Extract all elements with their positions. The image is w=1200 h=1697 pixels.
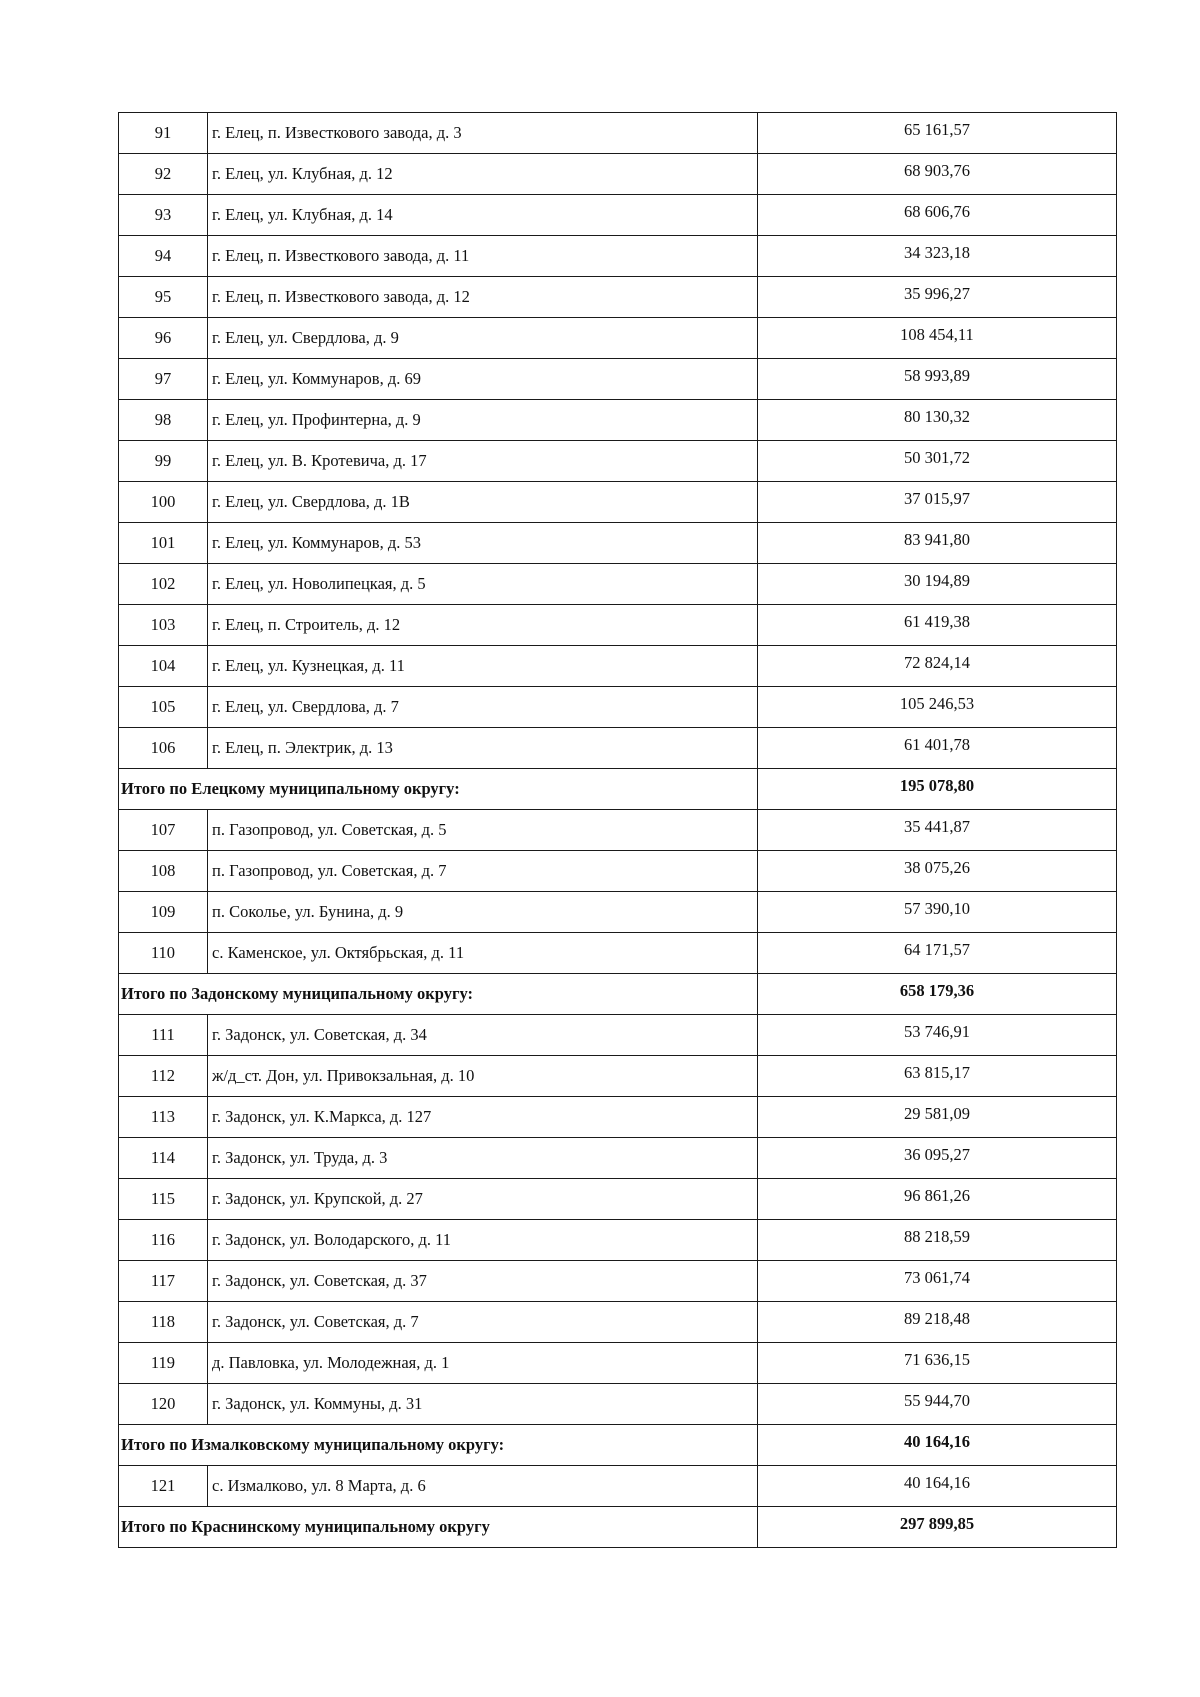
amount-value: 34 323,18 — [904, 242, 970, 262]
amount-cell — [758, 1343, 1117, 1384]
row-number: 95 — [119, 277, 208, 318]
subtotal-amount: 40 164,16 — [904, 1431, 970, 1451]
amount-cell — [758, 236, 1117, 277]
amount-cell — [758, 1261, 1117, 1302]
row-number: 106 — [119, 728, 208, 769]
subtotal-label: Итого по Елецкому муниципальному округу: — [119, 769, 758, 810]
table-row — [119, 892, 1117, 933]
table-row — [119, 400, 1117, 441]
address-cell: г. Задонск, ул. Советская, д. 37 — [208, 1261, 758, 1302]
amount-value: 96 861,26 — [904, 1185, 970, 1205]
amount-value: 108 454,11 — [900, 324, 974, 344]
amount-cell — [758, 113, 1117, 154]
subtotal-cell — [758, 769, 1117, 810]
subtotal-amount: 297 899,85 — [899, 1513, 975, 1533]
amount-value: 88 218,59 — [904, 1226, 970, 1246]
table-row — [119, 1220, 1117, 1261]
address-cell: г. Елец, ул. Коммунаров, д. 69 — [208, 359, 758, 400]
row-number: 107 — [119, 810, 208, 851]
row-number: 92 — [119, 154, 208, 195]
amount-value: 80 130,32 — [904, 406, 970, 426]
table-row — [119, 646, 1117, 687]
table-row — [119, 359, 1117, 400]
amount-value: 37 015,97 — [904, 488, 970, 508]
address-cell: г. Елец, ул. Клубная, д. 14 — [208, 195, 758, 236]
amount-value: 72 824,14 — [904, 652, 970, 672]
amount-value: 68 606,76 — [904, 201, 970, 221]
address-cell: г. Елец, ул. Свердлова, д. 7 — [208, 687, 758, 728]
table-row — [119, 195, 1117, 236]
amount-value: 53 746,91 — [904, 1021, 970, 1041]
amount-cell — [758, 277, 1117, 318]
amount-value: 57 390,10 — [904, 898, 970, 918]
table-body — [119, 113, 1117, 1548]
address-amount-table — [118, 112, 1117, 1548]
amount-value: 61 419,38 — [904, 611, 970, 631]
amount-cell — [758, 1097, 1117, 1138]
amount-cell — [758, 646, 1117, 687]
amount-value: 83 941,80 — [904, 529, 970, 549]
subtotal-row — [119, 1425, 1117, 1466]
row-number: 119 — [119, 1343, 208, 1384]
amount-value: 36 095,27 — [904, 1144, 970, 1164]
address-cell: г. Елец, ул. Коммунаров, д. 53 — [208, 523, 758, 564]
amount-value: 50 301,72 — [904, 447, 970, 467]
amount-cell — [758, 1384, 1117, 1425]
subtotal-row — [119, 769, 1117, 810]
address-cell: г. Елец, ул. Клубная, д. 12 — [208, 154, 758, 195]
table-row — [119, 277, 1117, 318]
amount-value: 64 171,57 — [904, 939, 970, 959]
table-row — [119, 318, 1117, 359]
address-cell: п. Газопровод, ул. Советская, д. 5 — [208, 810, 758, 851]
amount-value: 40 164,16 — [904, 1472, 970, 1492]
table-row — [119, 154, 1117, 195]
row-number: 98 — [119, 400, 208, 441]
table-row — [119, 1384, 1117, 1425]
address-cell: г. Задонск, ул. Советская, д. 7 — [208, 1302, 758, 1343]
amount-value: 89 218,48 — [904, 1308, 970, 1328]
row-number: 118 — [119, 1302, 208, 1343]
amount-cell — [758, 810, 1117, 851]
row-number: 111 — [119, 1015, 208, 1056]
amount-cell — [758, 523, 1117, 564]
amount-cell — [758, 1179, 1117, 1220]
table-row — [119, 1138, 1117, 1179]
amount-cell — [758, 1220, 1117, 1261]
row-number: 117 — [119, 1261, 208, 1302]
amount-cell — [758, 892, 1117, 933]
address-cell: г. Елец, ул. В. Кротевича, д. 17 — [208, 441, 758, 482]
amount-cell — [758, 400, 1117, 441]
amount-cell — [758, 1138, 1117, 1179]
address-cell: г. Елец, п. Известкового завода, д. 11 — [208, 236, 758, 277]
table-row — [119, 1302, 1117, 1343]
row-number: 94 — [119, 236, 208, 277]
amount-value: 38 075,26 — [904, 857, 970, 877]
amount-cell — [758, 154, 1117, 195]
row-number: 109 — [119, 892, 208, 933]
amount-value: 29 581,09 — [904, 1103, 970, 1123]
amount-cell — [758, 687, 1117, 728]
table-row — [119, 523, 1117, 564]
table-row — [119, 1466, 1117, 1507]
row-number: 112 — [119, 1056, 208, 1097]
row-number: 102 — [119, 564, 208, 605]
table-row — [119, 482, 1117, 523]
subtotal-cell — [758, 974, 1117, 1015]
table-row — [119, 605, 1117, 646]
row-number: 99 — [119, 441, 208, 482]
table-row — [119, 441, 1117, 482]
amount-value: 55 944,70 — [904, 1390, 970, 1410]
address-cell: п. Газопровод, ул. Советская, д. 7 — [208, 851, 758, 892]
table-row — [119, 564, 1117, 605]
subtotal-label: Итого по Задонскому муниципальному округу: — [119, 974, 758, 1015]
amount-value: 61 401,78 — [904, 734, 970, 754]
amount-value: 68 903,76 — [904, 160, 970, 180]
address-cell: г. Елец, ул. Кузнецкая, д. 11 — [208, 646, 758, 687]
amount-cell — [758, 1302, 1117, 1343]
row-number: 113 — [119, 1097, 208, 1138]
row-number: 104 — [119, 646, 208, 687]
address-cell: г. Задонск, ул. Советская, д. 34 — [208, 1015, 758, 1056]
row-number: 105 — [119, 687, 208, 728]
amount-value: 63 815,17 — [904, 1062, 970, 1082]
address-cell: ж/д_ст. Дон, ул. Привокзальная, д. 10 — [208, 1056, 758, 1097]
table-row — [119, 1056, 1117, 1097]
address-cell: г. Елец, п. Известкового завода, д. 3 — [208, 113, 758, 154]
address-cell: г. Задонск, ул. Труда, д. 3 — [208, 1138, 758, 1179]
table-row — [119, 851, 1117, 892]
address-cell: п. Сокольe, ул. Бунина, д. 9 — [208, 892, 758, 933]
amount-cell — [758, 195, 1117, 236]
amount-cell — [758, 851, 1117, 892]
row-number: 103 — [119, 605, 208, 646]
row-number: 93 — [119, 195, 208, 236]
amount-cell — [758, 1466, 1117, 1507]
row-number: 114 — [119, 1138, 208, 1179]
subtotal-cell — [758, 1425, 1117, 1466]
address-cell: г. Елец, п. Известкового завода, д. 12 — [208, 277, 758, 318]
table-row — [119, 728, 1117, 769]
row-number: 100 — [119, 482, 208, 523]
amount-cell — [758, 441, 1117, 482]
table-row — [119, 1261, 1117, 1302]
amount-value: 58 993,89 — [904, 365, 970, 385]
amount-value: 71 636,15 — [904, 1349, 970, 1369]
table-row — [119, 1343, 1117, 1384]
address-cell: г. Елец, ул. Свердлова, д. 1В — [208, 482, 758, 523]
subtotal-label: Итого по Измалковскому муниципальному округу: — [119, 1425, 758, 1466]
table-row — [119, 933, 1117, 974]
amount-value: 35 441,87 — [904, 816, 970, 836]
address-cell: с. Каменское, ул. Октябрьская, д. 11 — [208, 933, 758, 974]
address-cell: с. Измалково, ул. 8 Марта, д. 6 — [208, 1466, 758, 1507]
amount-cell — [758, 564, 1117, 605]
table-row — [119, 810, 1117, 851]
row-number: 115 — [119, 1179, 208, 1220]
row-number: 108 — [119, 851, 208, 892]
row-number: 97 — [119, 359, 208, 400]
table-row — [119, 1015, 1117, 1056]
row-number: 91 — [119, 113, 208, 154]
address-cell: г. Елец, ул. Свердлова, д. 9 — [208, 318, 758, 359]
table-row — [119, 113, 1117, 154]
subtotal-row — [119, 1507, 1117, 1548]
address-cell: г. Елец, п. Электрик, д. 13 — [208, 728, 758, 769]
subtotal-amount: 658 179,36 — [899, 980, 975, 1000]
address-cell: г. Задонск, ул. Володарского, д. 11 — [208, 1220, 758, 1261]
amount-value: 35 996,27 — [904, 283, 970, 303]
row-number: 110 — [119, 933, 208, 974]
amount-cell — [758, 318, 1117, 359]
row-number: 120 — [119, 1384, 208, 1425]
amount-value: 65 161,57 — [904, 119, 970, 139]
subtotal-label: Итого по Краснинскому муниципальному округу — [119, 1507, 758, 1548]
address-cell: г. Задонск, ул. Коммуны, д. 31 — [208, 1384, 758, 1425]
amount-value: 105 246,53 — [899, 693, 975, 713]
subtotal-cell — [758, 1507, 1117, 1548]
amount-cell — [758, 359, 1117, 400]
subtotal-amount: 195 078,80 — [899, 775, 975, 795]
row-number: 121 — [119, 1466, 208, 1507]
row-number: 96 — [119, 318, 208, 359]
address-cell: г. Елец, п. Строитель, д. 12 — [208, 605, 758, 646]
table-row — [119, 1097, 1117, 1138]
amount-cell — [758, 933, 1117, 974]
table-row — [119, 687, 1117, 728]
address-cell: д. Павловка, ул. Молодежная, д. 1 — [208, 1343, 758, 1384]
row-number: 101 — [119, 523, 208, 564]
table-row — [119, 1179, 1117, 1220]
address-cell: г. Елец, ул. Профинтерна, д. 9 — [208, 400, 758, 441]
amount-cell — [758, 605, 1117, 646]
subtotal-row — [119, 974, 1117, 1015]
address-cell: г. Задонск, ул. К.Маркса, д. 127 — [208, 1097, 758, 1138]
address-cell: г. Задонск, ул. Крупской, д. 27 — [208, 1179, 758, 1220]
amount-cell — [758, 1015, 1117, 1056]
address-cell: г. Елец, ул. Новолипецкая, д. 5 — [208, 564, 758, 605]
amount-cell — [758, 728, 1117, 769]
amount-value: 30 194,89 — [904, 570, 970, 590]
amount-cell — [758, 1056, 1117, 1097]
amount-value: 73 061,74 — [904, 1267, 970, 1287]
row-number: 116 — [119, 1220, 208, 1261]
table-row — [119, 236, 1117, 277]
amount-cell — [758, 482, 1117, 523]
